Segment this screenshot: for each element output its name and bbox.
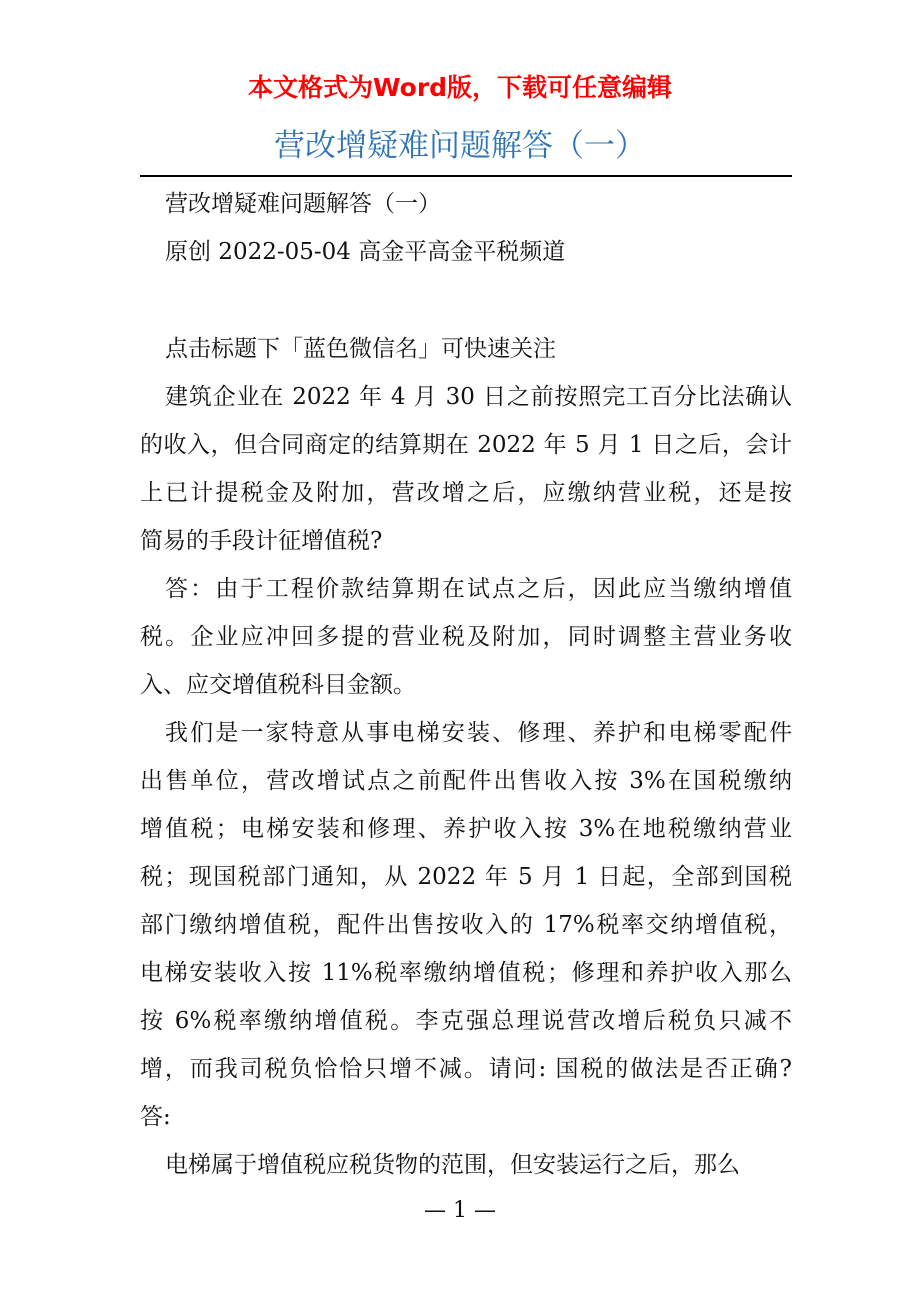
paragraph [140,709,792,1141]
text-line: 建筑企业在 2022 年 4 月 30 日之前按照完工百分比法确认 [165,384,792,410]
text-line: 简易的手段计征增值税? [140,528,383,554]
text-line: 电梯属于增值税应税货物的范围，但安装运行之后，那么 [165,1152,740,1178]
header-divider [140,175,792,177]
paragraph [140,228,792,276]
paragraph [140,180,792,228]
text-line: 电梯安装收入按 11%税率缴纳增值税；修理和养护收入那么 [140,960,792,986]
text-line: 出售单位，营改增试点之前配件出售收入按 3%在国税缴纳 [140,768,792,794]
word-format-banner: 本文格式为Word版，下载可任意编辑 [247,73,673,102]
paragraph [140,1141,792,1189]
text-line: 入、应交增值税科目金额。 [140,672,416,698]
text-line: 答：由于工程价款结算期在试点之后，因此应当缴纳增值 [165,576,792,602]
text-line: 原创 2022-05-04 高金平高金平税频道 [165,239,566,265]
text-line: 我们是一家特意从事电梯安装、修理、养护和电梯零配件 [165,720,792,746]
document-title: 营改增疑难问题解答（一） [274,128,646,164]
text-line: 上已计提税金及附加，营改增之后，应缴纳营业税，还是按 [140,480,792,506]
page-number: — 1 — [424,1198,496,1223]
text-line: 的收入，但合同商定的结算期在 2022 年 5 月 1 日之后，会计 [140,432,792,458]
paragraph [140,325,792,373]
text-line: 按 6%税率缴纳增值税。李克强总理说营改增后税负只减不 [140,1008,792,1034]
text-line: 答: [140,1104,171,1130]
text-line: 增，而我司税负恰恰只增不减。请问: 国税的做法是否正确? [140,1056,792,1082]
text-line: 税；现国税部门通知，从 2022 年 5 月 1 日起，全部到国税 [140,864,792,890]
text-line: 营改增疑难问题解答（一） [165,191,441,217]
paragraph [140,373,792,565]
blank-line [140,276,792,325]
document-body [140,180,792,1189]
text-line: 部门缴纳增值税，配件出售按收入的 17%税率交纳增值税， [140,912,792,938]
paragraph [140,565,792,709]
text-line: 增值税；电梯安装和修理、养护收入按 3%在地税缴纳营业 [140,816,792,842]
text-line: 点击标题下「蓝色微信名」可快速关注 [165,336,556,362]
text-line: 税。企业应冲回多提的营业税及附加，同时调整主营业务收 [140,624,792,650]
